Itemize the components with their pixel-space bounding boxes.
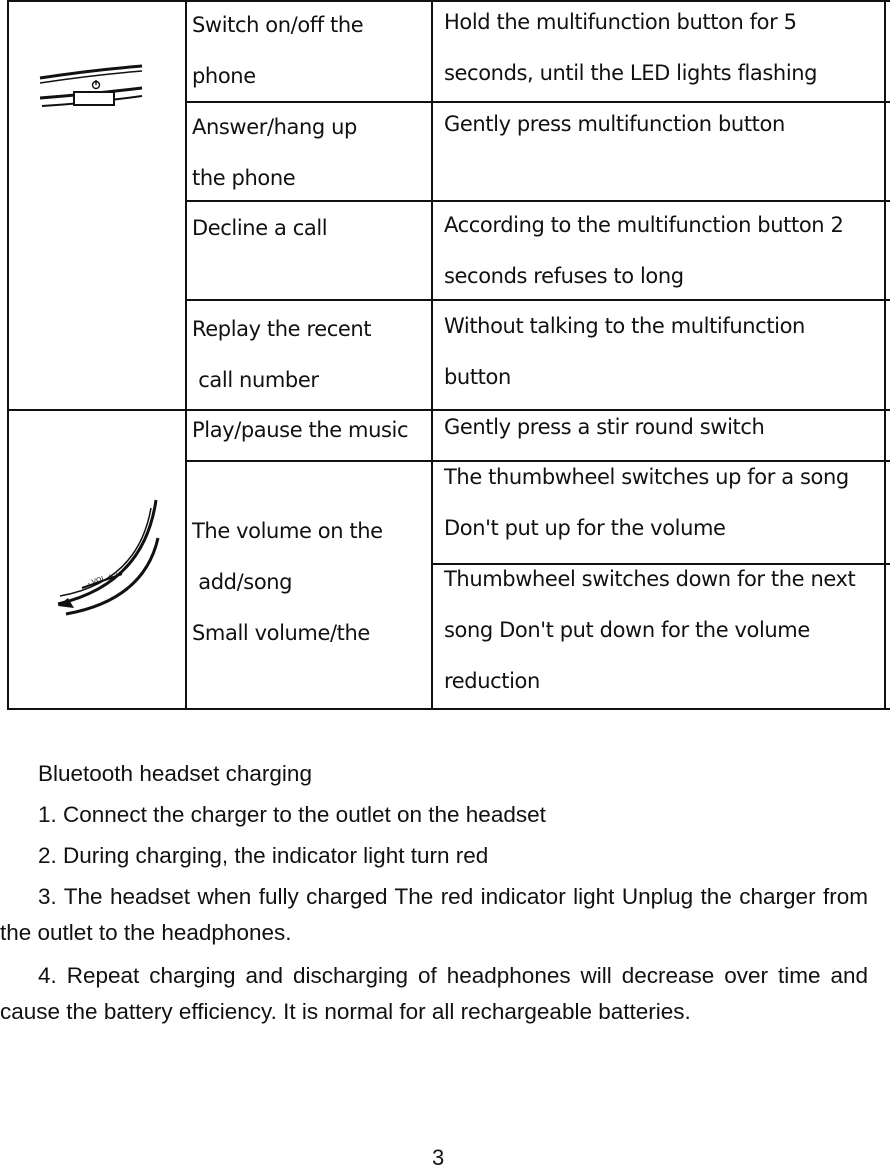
table-rule — [7, 0, 9, 710]
table-cell-method — [444, 452, 855, 707]
table-rule — [185, 0, 187, 710]
cell-text: phone — [192, 64, 256, 88]
table-cell-action — [192, 203, 327, 254]
table-rule — [431, 0, 433, 710]
cell-text: Small volume/the — [192, 621, 370, 645]
cell-text: Switch on/off the — [192, 13, 364, 37]
cell-text: Don't put up for the volume — [444, 516, 726, 540]
table-cell-action — [192, 0, 363, 102]
charging-heading: Bluetooth headset charging — [38, 761, 312, 786]
power-button-icon — [38, 58, 146, 118]
table-cell-action — [192, 102, 357, 204]
cell-text: Gently press a stir round switch — [444, 415, 765, 439]
cell-text: Replay the recent — [192, 317, 372, 341]
charging-step: 2. During charging, the indicator light turn red — [38, 843, 489, 868]
cell-text: Decline a call — [192, 216, 328, 240]
table-cell-action — [192, 304, 371, 406]
svg-text:- VOL + /: - VOL + / — [86, 570, 119, 588]
cell-text: song Don't put down for the volume — [444, 618, 810, 642]
cell-text: According to the multifunction button 2 — [444, 213, 844, 237]
table-rule — [7, 708, 890, 710]
table-rule — [884, 0, 886, 710]
table-cell-method — [444, 301, 805, 403]
cell-text: seconds, until the LED lights flashing — [444, 61, 818, 85]
page-number: 3 — [432, 1145, 445, 1170]
table-cell-action — [192, 405, 408, 456]
table-cell-method — [444, 200, 843, 302]
cell-text: the phone — [192, 166, 296, 190]
cell-text: Hold the multifunction button for 5 — [444, 10, 797, 34]
cell-text: The thumbwheel switches up for a song — [444, 465, 849, 489]
cell-text: add/song — [192, 570, 293, 594]
cell-text: The volume on the — [192, 519, 383, 543]
table-cell-method — [444, 99, 785, 150]
charging-step: 1. Connect the charger to the outlet on the headset — [38, 802, 546, 827]
cell-text: Play/pause the music — [192, 418, 409, 442]
cell-text: Gently press multifunction button — [444, 112, 785, 136]
cell-text: reduction — [444, 669, 540, 693]
cell-text: Answer/hang up — [192, 115, 357, 139]
table-cell-action — [192, 506, 383, 659]
table-cell-method — [444, 0, 817, 99]
cell-text: button — [444, 365, 511, 389]
charging-step: 4. Repeat charging and discharging of headphones will decrease over time and cause the battery efficiency. It is normal for all rechargeable batteries. — [0, 963, 868, 1025]
volume-thumbwheel-icon — [52, 496, 162, 621]
table-cell-method — [444, 402, 764, 453]
cell-text: Thumbwheel switches down for the next — [444, 567, 856, 591]
cell-text: call number — [192, 368, 319, 392]
charging-step: 3. The headset when fully charged The red indicator light Unplug the charger from the outlet to the headphones. — [0, 884, 868, 946]
cell-text: Without talking to the multifunction — [444, 314, 805, 338]
cell-text: seconds refuses to long — [444, 264, 684, 288]
